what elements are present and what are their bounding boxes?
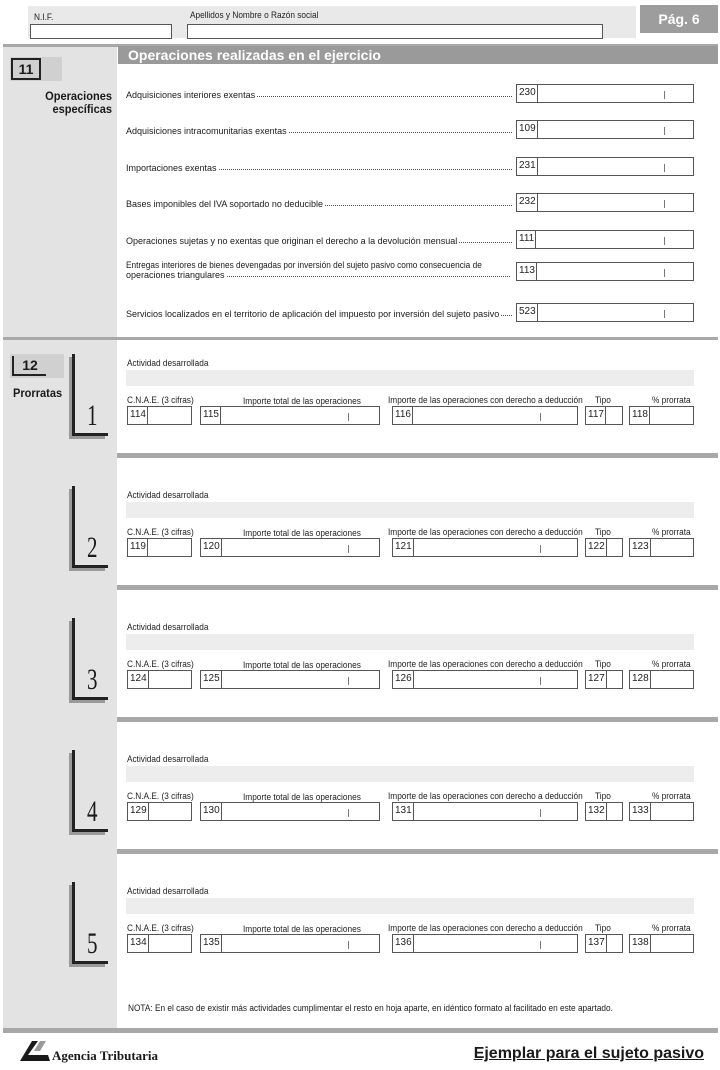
op-code: 231 <box>517 158 538 175</box>
tipo-label: Tipo <box>595 791 611 801</box>
importe-total-field[interactable] <box>200 670 380 689</box>
importe-deduccion-label: Importe de las operaciones con derecho a deducción <box>388 659 583 669</box>
actividad-field[interactable] <box>126 634 694 650</box>
decimal-tick <box>348 677 349 685</box>
importe-deduccion-field[interactable] <box>392 538 578 557</box>
op-code: 111 <box>517 231 536 248</box>
actividad-label: Actividad desarrollada <box>127 622 209 632</box>
decimal-tick <box>664 310 665 318</box>
op-row-label: Operaciones sujetas y no exentas que originan el derecho a la devolución mensual <box>126 236 458 246</box>
tipo-label: Tipo <box>595 659 611 669</box>
actividad-field[interactable] <box>126 766 694 782</box>
block-divider <box>117 717 718 722</box>
cnae-field[interactable] <box>127 538 192 557</box>
prorrata-label: % prorrata <box>652 923 691 933</box>
cnae-field[interactable] <box>127 802 192 821</box>
importe-deduccion-field[interactable] <box>392 802 578 821</box>
section11-side-title-2: específicas <box>52 102 112 116</box>
importe-deduccion-label: Importe de las operaciones con derecho a deducción <box>388 923 583 933</box>
actividad-field[interactable] <box>126 370 694 386</box>
op-row <box>126 84 696 104</box>
cnae-label: C.N.A.E. (3 cifras) <box>127 923 194 933</box>
decimal-tick <box>348 941 349 949</box>
importe-total-label: Importe total de las operaciones <box>243 396 361 406</box>
name-label: Apellidos y Nombre o Razón social <box>190 10 319 20</box>
op-row <box>126 157 696 177</box>
block-number-badge <box>72 618 108 700</box>
actividad-label: Actividad desarrollada <box>127 358 209 368</box>
section12-number-text: 12 <box>22 357 38 373</box>
tipo-field[interactable] <box>585 406 623 425</box>
op-row-label: Bases imponibles del IVA soportado no deducible <box>126 199 323 209</box>
tipo-field[interactable] <box>585 670 623 689</box>
importe-total-field[interactable] <box>200 406 380 425</box>
field-code: 126 <box>393 671 414 688</box>
dot-leader <box>459 242 512 243</box>
page-badge <box>640 5 718 33</box>
op-row <box>126 303 696 323</box>
field-code: 130 <box>201 803 222 820</box>
field-code: 121 <box>393 539 414 556</box>
cnae-field[interactable] <box>127 934 192 953</box>
dot-leader <box>219 169 512 170</box>
dot-leader <box>325 205 512 206</box>
op-row-label: Adquisiciones interiores exentas <box>126 90 256 100</box>
cnae-label: C.N.A.E. (3 cifras) <box>127 659 194 669</box>
prorrata-block <box>0 738 720 868</box>
block-number: 1 <box>87 399 98 432</box>
field-code: 127 <box>586 671 607 688</box>
page-number: Pág. 6 <box>658 11 700 27</box>
actividad-field[interactable] <box>126 502 694 518</box>
importe-total-label: Importe total de las operaciones <box>243 924 361 934</box>
tipo-field[interactable] <box>585 802 623 821</box>
op-row <box>126 262 696 282</box>
decimal-tick <box>348 545 349 553</box>
prorrata-field[interactable] <box>629 538 694 557</box>
footer-divider <box>3 1028 718 1033</box>
prorrata-label: % prorrata <box>652 395 691 405</box>
nif-label: N.I.F. <box>34 12 54 22</box>
agency-name-text: Agencia Tributaria <box>52 1048 159 1063</box>
field-code: 135 <box>201 935 222 952</box>
decimal-tick <box>664 269 665 277</box>
copy-label <box>474 1045 704 1063</box>
op-code: 230 <box>517 85 538 102</box>
importe-deduccion-field[interactable] <box>392 406 578 425</box>
decimal-tick <box>540 941 541 949</box>
op-row-label-line2: operaciones triangulares <box>126 270 225 280</box>
importe-total-field[interactable] <box>200 802 380 821</box>
decimal-tick <box>348 809 349 817</box>
field-code: 122 <box>586 539 607 556</box>
block-number: 2 <box>87 531 98 564</box>
op-code: 523 <box>517 304 538 321</box>
importe-total-field[interactable] <box>200 934 380 953</box>
field-code: 117 <box>586 407 606 424</box>
block-number-badge <box>72 750 108 832</box>
field-code: 120 <box>201 539 222 556</box>
importe-total-label: Importe total de las operaciones <box>243 528 361 538</box>
field-code: 125 <box>201 671 222 688</box>
copy-label-text: Ejemplar para el sujeto pasivo <box>473 1045 704 1062</box>
op-amount-field[interactable] <box>516 157 694 176</box>
section12-note-text: NOTA: En el caso de existir más actividades cumplimentar el resto en hoja aparte, en idéntico formato al facilitado en este apartado. <box>128 1003 613 1013</box>
block-number: 5 <box>87 927 98 960</box>
tipo-label: Tipo <box>595 923 611 933</box>
op-code: 232 <box>517 194 538 211</box>
tipo-label: Tipo <box>595 395 611 405</box>
importe-deduccion-label: Importe de las operaciones con derecho a deducción <box>388 395 583 405</box>
section11-title-bar <box>118 46 718 64</box>
cnae-label: C.N.A.E. (3 cifras) <box>127 395 194 405</box>
agency-logo <box>18 1037 52 1063</box>
decimal-tick <box>540 545 541 553</box>
op-amount-field[interactable] <box>516 303 694 322</box>
cnae-label: C.N.A.E. (3 cifras) <box>127 527 194 537</box>
prorrata-field[interactable] <box>629 406 694 425</box>
cnae-field[interactable] <box>127 406 192 425</box>
actividad-label: Actividad desarrollada <box>127 490 209 500</box>
section12-note <box>128 1003 613 1013</box>
importe-total-field[interactable] <box>200 538 380 557</box>
op-row <box>126 230 696 250</box>
op-row <box>126 193 696 213</box>
field-code: 123 <box>630 539 651 556</box>
importe-deduccion-label: Importe de las operaciones con derecho a deducción <box>388 791 583 801</box>
actividad-label: Actividad desarrollada <box>127 754 209 764</box>
op-code: 109 <box>517 121 538 138</box>
op-row <box>126 120 696 140</box>
field-code: 114 <box>128 407 148 424</box>
tipo-field[interactable] <box>585 934 623 953</box>
field-code: 136 <box>393 935 414 952</box>
decimal-tick <box>348 413 349 421</box>
field-code: 129 <box>128 803 149 820</box>
op-amount-field[interactable] <box>516 230 694 249</box>
block-number-badge <box>72 882 108 964</box>
actividad-field[interactable] <box>126 898 694 914</box>
agency-logo-icon <box>18 1037 52 1063</box>
importe-deduccion-label: Importe de las operaciones con derecho a deducción <box>388 527 583 537</box>
field-code: 119 <box>128 539 148 556</box>
field-code: 118 <box>630 407 650 424</box>
op-amount-field[interactable] <box>516 193 694 212</box>
field-code: 138 <box>630 935 651 952</box>
section11-title: Operaciones realizadas en el ejercicio <box>128 47 381 63</box>
field-code: 131 <box>393 803 414 820</box>
tipo-field[interactable] <box>585 538 623 557</box>
op-row-label: Importaciones exentas <box>126 163 217 173</box>
importe-deduccion-field[interactable] <box>392 670 578 689</box>
prorrata-field[interactable] <box>629 670 694 689</box>
block-divider <box>117 585 718 590</box>
nif-field[interactable] <box>30 24 172 39</box>
field-code: 137 <box>586 935 607 952</box>
name-field[interactable] <box>187 24 603 39</box>
importe-total-label: Importe total de las operaciones <box>243 660 361 670</box>
op-amount-field[interactable] <box>516 84 694 103</box>
dot-leader <box>257 96 512 97</box>
section11-number <box>11 58 41 80</box>
field-code: 115 <box>201 407 221 424</box>
decimal-tick <box>664 127 665 135</box>
prorrata-field[interactable] <box>629 934 694 953</box>
decimal-tick <box>540 809 541 817</box>
dot-leader <box>289 132 512 133</box>
block-number-badge <box>72 354 108 436</box>
decimal-tick <box>540 413 541 421</box>
field-code: 132 <box>586 803 607 820</box>
prorrata-label: % prorrata <box>652 791 691 801</box>
prorrata-block <box>0 474 720 604</box>
field-code: 133 <box>630 803 651 820</box>
field-code: 128 <box>630 671 651 688</box>
cnae-field[interactable] <box>127 670 192 689</box>
op-code: 113 <box>517 263 537 280</box>
block-number: 3 <box>87 663 98 696</box>
prorrata-block <box>0 870 720 1000</box>
op-row-label: Entregas interiores de bienes devengadas por inversión del sujeto pasivo como consecuencia de <box>126 260 482 270</box>
section11-number-text: 11 <box>18 61 34 77</box>
decimal-tick <box>664 200 665 208</box>
cnae-label: C.N.A.E. (3 cifras) <box>127 791 194 801</box>
field-code: 134 <box>128 935 149 952</box>
op-row-label: Servicios localizados en el territorio de aplicación del impuesto por inversión del sujeto pasivo <box>126 309 500 319</box>
field-code: 116 <box>393 407 413 424</box>
field-code: 124 <box>128 671 149 688</box>
block-number-badge <box>72 486 108 568</box>
decimal-tick <box>664 91 665 99</box>
tipo-label: Tipo <box>595 527 611 537</box>
op-row-label: Adquisiciones intracomunitarias exentas <box>126 126 287 136</box>
agency-name <box>52 1048 158 1064</box>
prorrata-label: % prorrata <box>652 527 691 537</box>
dot-leader <box>227 276 510 277</box>
block-number: 4 <box>87 795 98 828</box>
actividad-label: Actividad desarrollada <box>127 886 209 896</box>
block-divider <box>117 453 718 458</box>
importe-total-label: Importe total de las operaciones <box>243 792 361 802</box>
op-amount-field[interactable] <box>516 120 694 139</box>
section11-side-title-1: Operaciones <box>45 89 112 103</box>
block-divider <box>117 849 718 854</box>
section11-side-title <box>16 90 112 116</box>
prorrata-block <box>0 342 720 472</box>
decimal-tick <box>664 237 665 245</box>
decimal-tick <box>664 164 665 172</box>
importe-deduccion-field[interactable] <box>392 934 578 953</box>
dot-leader <box>501 315 512 316</box>
prorrata-label: % prorrata <box>652 659 691 669</box>
section12-side-title-text: Prorratas <box>13 386 63 400</box>
prorrata-field[interactable] <box>629 802 694 821</box>
decimal-tick <box>540 677 541 685</box>
prorrata-block <box>0 606 720 736</box>
op-amount-field[interactable] <box>516 262 694 281</box>
